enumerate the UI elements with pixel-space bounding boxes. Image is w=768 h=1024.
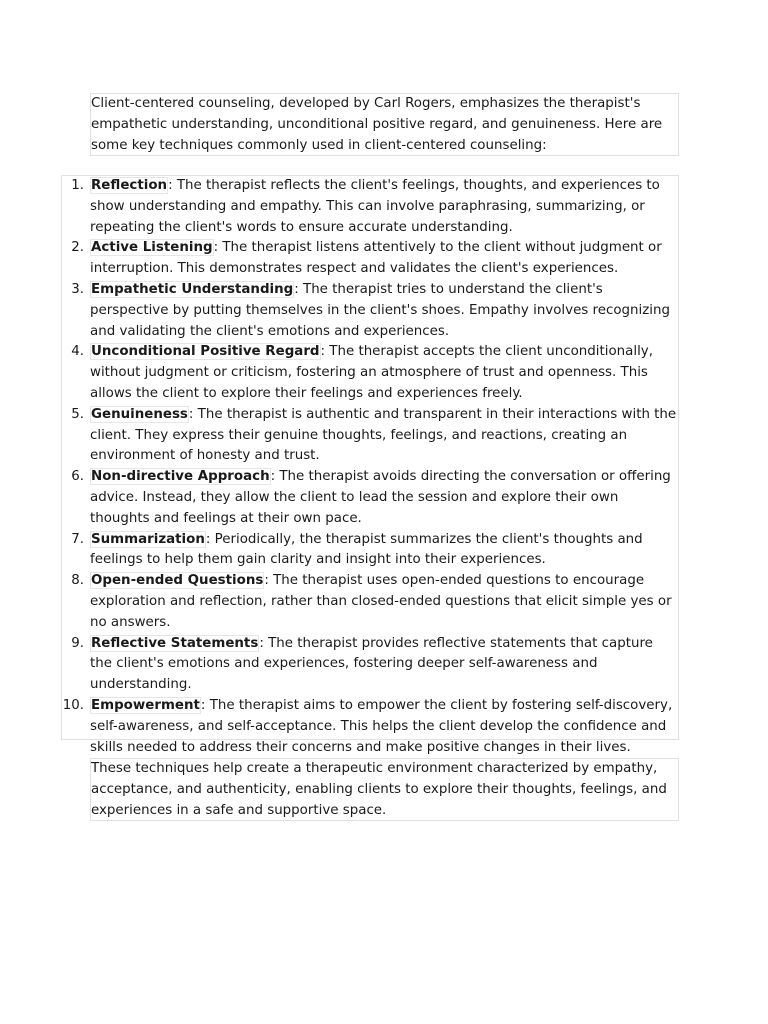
list-item-number: 7.: [71, 531, 84, 547]
technique-description: : The therapist provides reflective statements that capture the client's emotions and experiences, fostering deeper self-awareness and understanding.: [90, 635, 653, 693]
technique-term: Reflective Statements: [91, 635, 259, 651]
list-item-number: 3.: [71, 281, 84, 297]
technique-description: : The therapist aims to empower the client by fostering self-discovery, self-awareness, and self-acceptance. This helps the client develop the confidence and skills needed to address their concerns and make positive changes in their lives.: [90, 697, 673, 755]
list-item: [62, 467, 678, 529]
outro-paragraph-box: [90, 758, 679, 821]
list-item-number: 1.: [71, 178, 84, 193]
technique-description: : The therapist accepts the client unconditionally, without judgment or criticism, fostering an atmosphere of trust and openness. This allows the client to explore their feelings and experiences freely.: [90, 344, 653, 401]
list-item: [62, 571, 678, 633]
list-item: [62, 238, 678, 280]
outro-paragraph: These techniques help create a therapeutic environment characterized by empathy, acceptance, and authenticity, enabling clients to explore their thoughts, feelings, and experiences in a safe and supportive space.: [91, 761, 667, 818]
list-item-number: 8.: [71, 573, 84, 589]
technique-term: Non-directive Approach: [91, 469, 270, 485]
technique-term: Empathetic Understanding: [91, 281, 294, 297]
intro-paragraph-box: [90, 93, 679, 156]
technique-term: Genuineness: [91, 406, 188, 422]
list-item-number: 9.: [71, 635, 84, 651]
list-item: [62, 696, 678, 758]
technique-description: : The therapist avoids directing the conversation or offering advice. Instead, they allow the client to lead the session and explore their own thoughts and feelings at their own pace.: [90, 469, 671, 526]
technique-description: : The therapist listens attentively to the client without judgment or interruption. This demonstrates respect and validates the client's experiences.: [90, 240, 662, 277]
technique-term: Reflection: [91, 178, 168, 193]
list-item-number: 2.: [71, 240, 84, 256]
technique-term: Unconditional Positive Regard: [91, 344, 320, 360]
intro-paragraph: Client-centered counseling, developed by Carl Rogers, emphasizes the therapist's empathetic understanding, unconditional positive regard, and genuineness. Here are some key techniques commonly used in client-centered counseling:: [91, 96, 663, 153]
list-item: [62, 530, 678, 572]
technique-term: Open-ended Questions: [91, 573, 264, 589]
technique-term: Active Listening: [91, 240, 213, 256]
techniques-list-box: [61, 175, 679, 755]
list-item-number: 5.: [71, 406, 84, 422]
list-item: [62, 634, 678, 696]
list-item: [62, 405, 678, 467]
technique-term: Empowerment: [91, 697, 200, 713]
list-item-number: 4.: [71, 344, 84, 360]
list-item-number: 10.: [62, 697, 84, 713]
technique-description: : The therapist reflects the client's feelings, thoughts, and experiences to show understanding and empathy. This can involve paraphrasing, summarizing, or repeating the client's words to ensure accurate understanding.: [90, 178, 660, 235]
technique-description: : The therapist uses open-ended questions to encourage exploration and reflection, rather than closed-ended questions that elicit simple yes or no answers.: [90, 573, 672, 630]
techniques-list: [62, 176, 678, 758]
list-item-number: 6.: [71, 469, 84, 485]
list-item: [62, 342, 678, 404]
technique-term: Summarization: [91, 531, 205, 547]
list-item: [62, 176, 678, 238]
technique-description: : The therapist tries to understand the client's perspective by putting themselves in the client's shoes. Empathy involves recognizing and validating the client's emotions and experiences.: [90, 281, 670, 339]
technique-description: : Periodically, the therapist summarizes the client's thoughts and feelings to help them gain clarity and insight into their experiences.: [90, 531, 643, 568]
list-item: [62, 280, 678, 342]
technique-description: : The therapist is authentic and transparent in their interactions with the client. They express their genuine thoughts, feelings, and reactions, creating an environment of honesty and trust.: [90, 406, 677, 464]
